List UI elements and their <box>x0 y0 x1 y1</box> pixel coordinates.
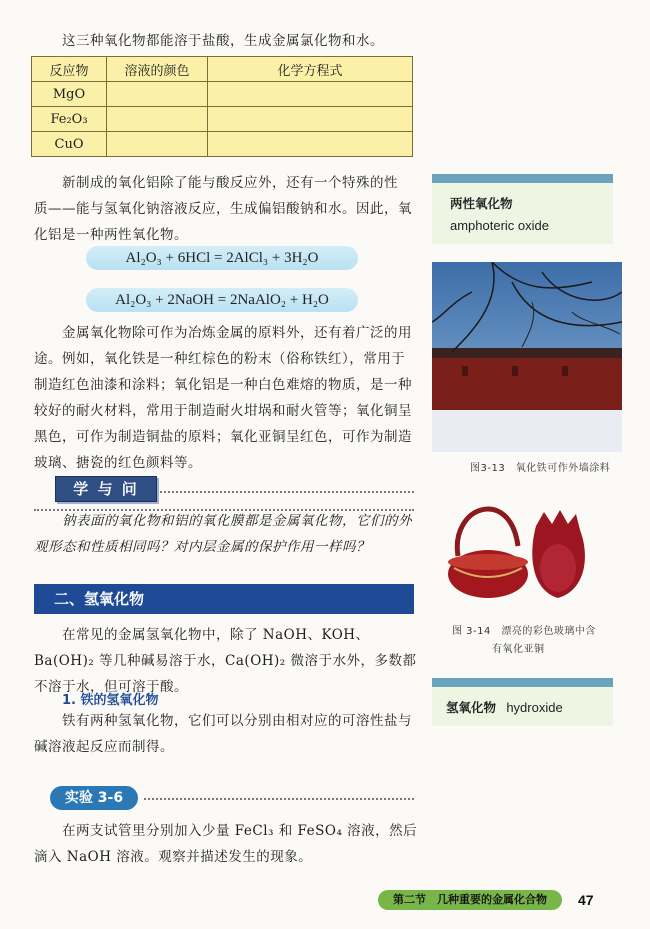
term-zh: 氢氧化物 <box>446 700 497 715</box>
para-amphoteric-1: 新制成的氧化铝除了能与酸反应外，还有一个特殊的性 <box>62 175 398 191</box>
xueyuwen-line-2: 观形态和性质相同吗？对内层金属的保护作用一样吗？ <box>34 539 370 555</box>
term-en: hydroxide <box>506 700 563 715</box>
xueyuwen-divider <box>160 491 414 493</box>
term-box-hydroxide <box>432 678 613 726</box>
subheading-iron: 1. 铁的氢氧化物 <box>62 693 159 708</box>
table-header-row <box>32 57 413 82</box>
photo-glass-baskets <box>440 486 600 610</box>
experiment-line-2: 滴入 NaOH 溶液。观察并描述发生的现象。 <box>34 849 313 865</box>
reactant-cell: MgO <box>32 82 107 107</box>
reactant-cell: CuO <box>32 132 107 157</box>
para-hydroxide-2: Ba(OH)₂ 等几种碱易溶于水，Ca(OH)₂ 微溶于水外，多数都 <box>34 653 417 669</box>
intro-text: 这三种氧化物都能溶于盐酸，生成金属氯化物和水。 <box>62 33 384 49</box>
term-zh: 两性氧化物 <box>450 196 513 211</box>
glass-baskets-image <box>440 486 600 610</box>
para-uses-5: 黑色，可作为制造铜盐的原料；氧化亚铜呈红色，可作为制造 <box>34 429 412 445</box>
page-number: 47 <box>578 892 594 908</box>
para-hydroxide-1: 在常见的金属氢氧化物中，除了 NaOH、KOH、 <box>62 627 370 643</box>
table-row <box>32 132 413 157</box>
figure-3-14-caption-1: 图 3-14 漂亮的彩色玻璃中含 <box>452 626 596 637</box>
section-title: 二、氢氧化物 <box>54 590 145 608</box>
section-bar <box>34 584 414 614</box>
table-header: 化学方程式 <box>208 57 413 82</box>
experiment-divider <box>144 798 414 800</box>
para-uses-3: 制造红色油漆和涂料；氧化铝是一种白色难熔的物质，是一种 <box>34 377 412 393</box>
xueyuwen-label: 学 与 问 <box>55 476 157 502</box>
experiment-line-1: 在两支试管里分别加入少量 FeCl₃ 和 FeSO₄ 溶液，然后 <box>62 823 418 839</box>
footer-section: 第二节 几种重要的金属化合物 <box>378 890 562 910</box>
term-en: amphoteric oxide <box>450 218 549 233</box>
reactant-cell: Fe₂O₃ <box>32 107 107 132</box>
para-amphoteric-3: 化铝是一种两性氧化物。 <box>34 227 188 243</box>
para-hydroxide-3: 不溶于水，但可溶于酸。 <box>34 679 188 695</box>
figure-3-13-caption: 图3-13 氧化铁可作外墙涂料 <box>470 463 611 474</box>
table-row <box>32 107 413 132</box>
para-uses-6: 玻璃、搪瓷的红色颜料等。 <box>34 455 202 471</box>
photo-red-wall <box>432 262 622 452</box>
para-iron-1: 铁有两种氢氧化物，它们可以分别由相对应的可溶性盐与 <box>62 713 412 729</box>
experiment-label: 实验 3-6 <box>50 786 138 810</box>
table-header: 反应物 <box>32 57 107 82</box>
para-uses-4: 较好的耐火材料，常用于制造耐火坩埚和耐火管等；氧化铜呈 <box>34 403 412 419</box>
para-amphoteric-2: 质——能与氢氧化钠溶液反应，生成偏铝酸钠和水。因此，氧 <box>34 201 412 217</box>
red-wall-image <box>432 262 622 452</box>
figure-3-14-caption-2: 有氧化亚铜 <box>492 644 545 655</box>
para-iron-2: 碱溶液起反应而制得。 <box>34 739 174 755</box>
para-uses-2: 途。例如，氧化铁是一种红棕色的粉末（俗称铁红），常用于 <box>34 351 406 367</box>
reaction-table <box>31 56 413 157</box>
table-header: 溶液的颜色 <box>107 57 208 82</box>
equation-hcl: Al₂O₃ + 6HCl = 2AlCl₃ + 3H₂O <box>86 246 358 270</box>
para-uses-1: 金属氧化物除可作为冶炼金属的原料外，还有着广泛的用 <box>62 325 412 341</box>
equation-naoh: Al₂O₃ + 2NaOH = 2NaAlO₂ + H₂O <box>86 288 358 312</box>
table-row <box>32 82 413 107</box>
xueyuwen-line-1: 钠表面的氧化物和铝的氧化膜都是金属氧化物，它们的外 <box>62 513 412 529</box>
term-box-amphoteric <box>432 174 613 244</box>
